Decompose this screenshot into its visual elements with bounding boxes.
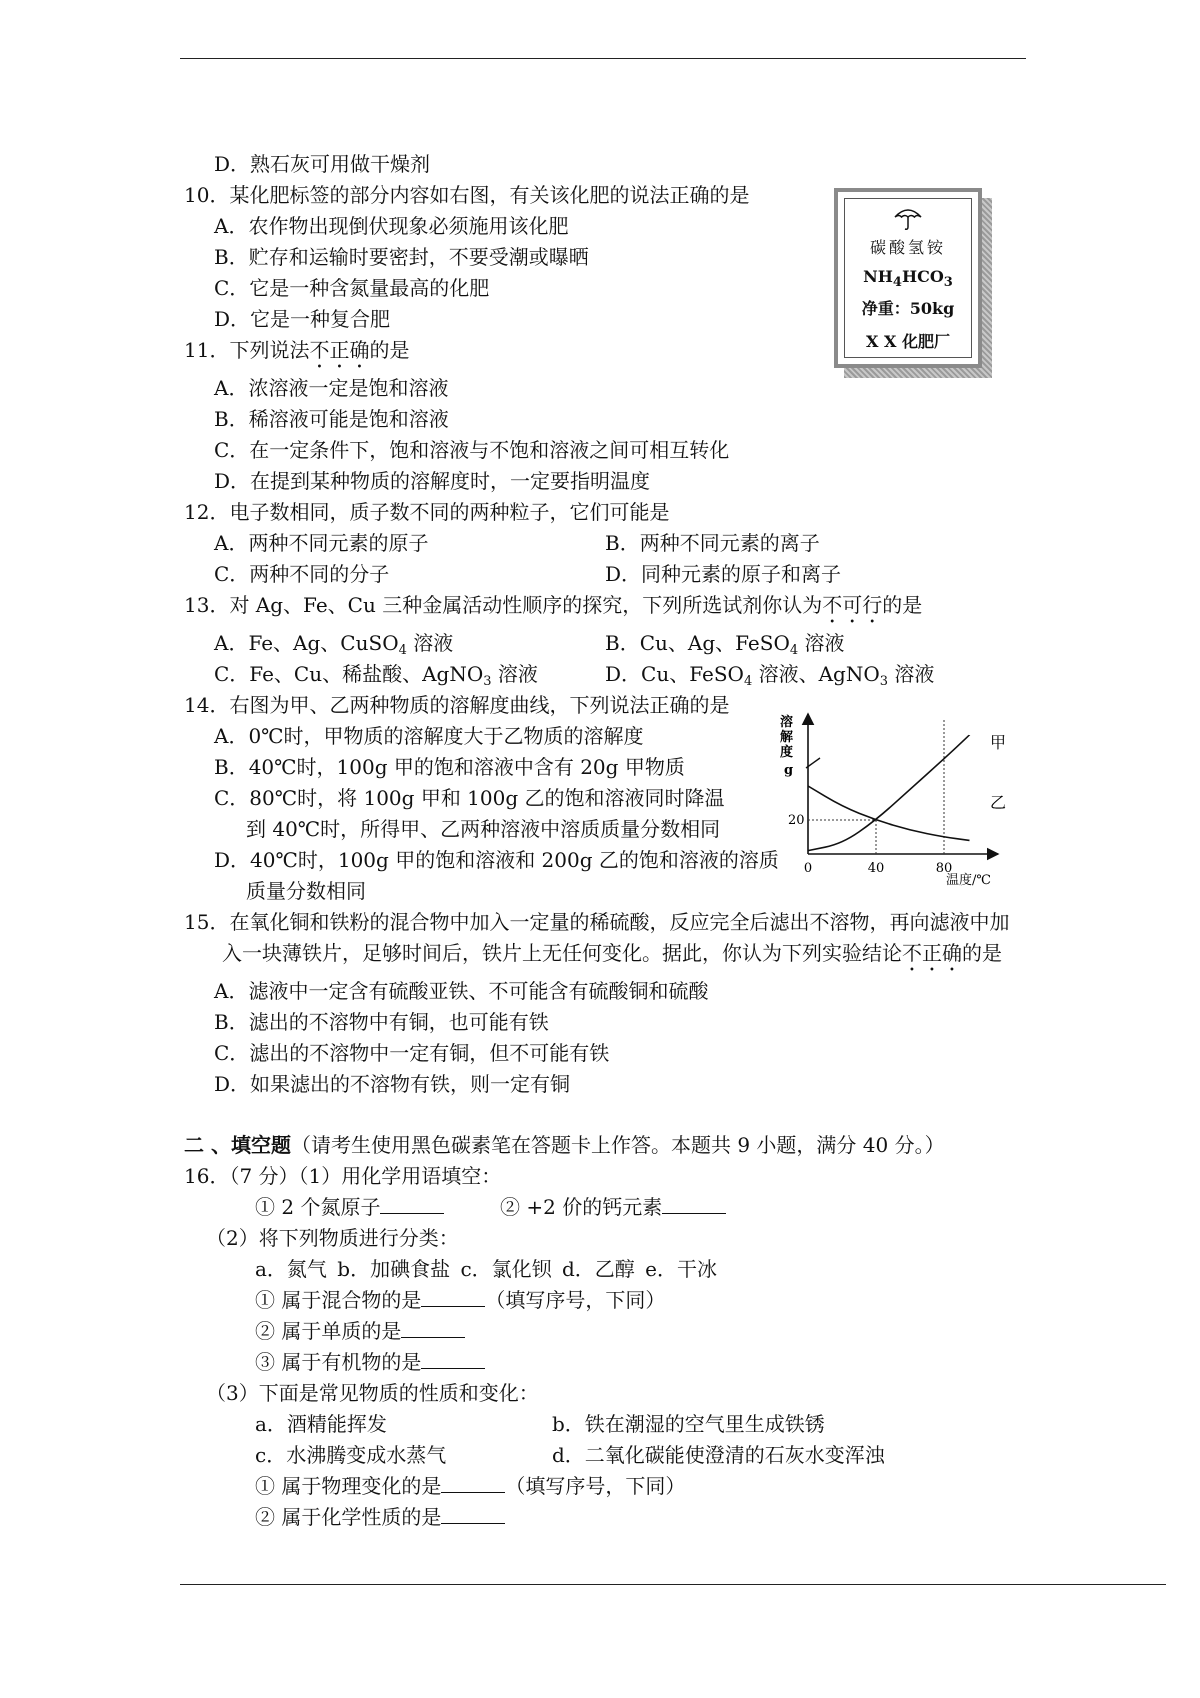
answer-blank[interactable] — [401, 1319, 465, 1338]
series-label: 乙 — [990, 793, 1007, 812]
q10-option-c: C．它是一种含氮量最高的化肥 — [214, 276, 490, 300]
answer-blank[interactable] — [441, 1505, 505, 1524]
q16-1-item-a: ① 2 个氮原子 — [255, 1193, 444, 1221]
series-curve-1 — [808, 786, 970, 840]
q13-option-d: D．Cu、FeSO$_4$ 溶液、AgNO$_3$ 溶液 — [605, 662, 935, 689]
q12-stem: 12．电子数相同，质子数不同的两种粒子，它们可能是 — [184, 500, 670, 524]
answer-blank[interactable] — [421, 1288, 485, 1307]
q11-option-d: D．在提到某种物质的溶解度时，一定要指明温度 — [214, 469, 651, 493]
y-tick-label: 20 — [788, 813, 805, 828]
q13-option-a: A．Fe、Ag、CuSO$_4$ 溶液 — [214, 631, 454, 658]
q10-option-b: B．贮存和运输时要密封，不要受潮或曝晒 — [214, 245, 589, 269]
label-net-weight: 净重：50kg — [861, 299, 955, 318]
q16-3-option-b: b．铁在潮湿的空气里生成铁锈 — [552, 1412, 825, 1436]
q11-option-c: C．在一定条件下，饱和溶液与不饱和溶液之间可相互转化 — [214, 438, 730, 462]
q11-emphasis: 不正确 — [309, 338, 370, 362]
y-axis-label-char: 溶 — [780, 715, 794, 730]
q14-option-d-line1: D．40℃时，100g 甲的饱和溶液和 200g 乙的饱和溶液的溶质 — [214, 848, 779, 872]
q16-2-item-3: ③ 属于有机物的是 — [255, 1348, 485, 1376]
q16-stem: 16．（7 分）（1）用化学用语填空： — [184, 1164, 502, 1188]
q11-option-a: A．浓溶液一定是饱和溶液 — [214, 376, 449, 400]
q14-option-c-line2: 到 40℃时，所得甲、乙两种溶液中溶质质量分数相同 — [246, 817, 721, 841]
x-tick-label: 0 — [803, 861, 813, 876]
q14-option-b: B．40℃时，100g 甲的饱和溶液中含有 20g 甲物质 — [214, 755, 685, 779]
q16-3-option-c: c．水沸腾变成水蒸气 — [255, 1443, 447, 1467]
label-inner-border — [844, 198, 972, 358]
answer-blank[interactable] — [421, 1350, 485, 1369]
q10-option-a: A．农作物出现倒伏现象必须施用该化肥 — [214, 214, 569, 238]
section2-heading: 二 、填空题（请考生使用黑色碳素笔在答题卡上作答。本题共 9 小题，满分 40 分。） — [184, 1133, 945, 1157]
q16-3-stem: （3）下面是常见物质的性质和变化： — [206, 1381, 539, 1405]
q16-2-stem: （2）将下列物质进行分类： — [206, 1226, 459, 1250]
label-formula: $NH_4HCO_3$ — [863, 267, 953, 290]
q15-option-b: B．滤出的不溶物中有铜，也可能有铁 — [214, 1010, 549, 1034]
y-axis-label-char: 度 — [780, 745, 794, 760]
q11-option-b: B．稀溶液可能是饱和溶液 — [214, 407, 449, 431]
q16-3-item-2: ② 属于化学性质的是 — [255, 1503, 505, 1531]
q13-emphasis: 不可行 — [822, 593, 883, 617]
q16-2-item-1: ① 属于混合物的是 （填写序号，下同） — [255, 1288, 666, 1312]
x-tick-label: 40 — [867, 861, 885, 876]
q14-option-a: A．0℃时，甲物质的溶解度大于乙物质的溶解度 — [214, 724, 644, 748]
q16-2-item-2: ② 属于单质的是 — [255, 1317, 465, 1345]
q12-option-a: A．两种不同元素的原子 — [214, 531, 429, 555]
q14-stem: 14．右图为甲、乙两种物质的溶解度曲线，下列说法正确的是 — [184, 693, 730, 717]
y-axis-label-char: 解 — [780, 730, 794, 745]
q15-option-d: D．如果滤出的不溶物有铁，则一定有铜 — [214, 1072, 571, 1096]
fertilizer-label — [834, 188, 982, 368]
q10-stem: 10．某化肥标签的部分内容如右图，有关该化肥的说法正确的是 — [184, 183, 750, 207]
q15-emphasis: 不正确 — [902, 941, 962, 965]
answer-blank[interactable] — [441, 1474, 505, 1493]
q13-option-b: B．Cu、Ag、FeSO$_4$ 溶液 — [605, 631, 845, 658]
y-axis-unit: g — [784, 763, 794, 778]
q12-option-d: D．同种元素的原子和离子 — [605, 562, 842, 586]
bottom-rule — [180, 1584, 1166, 1585]
q16-2-options: a．氮气 b．加碘食盐 c．氯化钡 d．乙醇 e．干冰 — [255, 1257, 717, 1281]
q16-1-item-b: ② +2 价的钙元素 — [500, 1193, 726, 1221]
umbrella-icon — [893, 205, 923, 231]
series-curve-0 — [808, 735, 970, 851]
x-axis-label: 温度/℃ — [946, 873, 991, 888]
q14-option-c-line1: C．80℃时，将 100g 甲和 100g 乙的饱和溶液同时降温 — [214, 786, 725, 810]
label-manufacturer: X X 化肥厂 — [866, 332, 950, 351]
q16-3-item-1: ① 属于物理变化的是 （填写序号，下同） — [255, 1474, 686, 1498]
q13-option-c: C．Fe、Cu、稀盐酸、AgNO$_3$ 溶液 — [214, 662, 538, 689]
answer-blank[interactable] — [380, 1195, 444, 1214]
q15-option-a: A．滤液中一定含有硫酸亚铁、不可能含有硫酸铜和硫酸 — [214, 979, 709, 1003]
q12-option-c: C．两种不同的分子 — [214, 562, 390, 586]
top-rule — [180, 58, 1026, 59]
q16-3-option-a: a．酒精能挥发 — [255, 1412, 387, 1436]
q15-stem-line2: 入一块薄铁片，足够时间后，铁片上无任何变化。据此，你认为下列实验结论不正确的是 — [222, 941, 1002, 965]
q13-stem: 13．对 Ag、Fe、Cu 三种金属活动性顺序的探究，下列所选试剂你认为不可行的是 — [184, 593, 923, 617]
answer-blank[interactable] — [662, 1195, 726, 1214]
q12-option-b: B．两种不同元素的离子 — [605, 531, 820, 555]
series-label: 甲 — [990, 733, 1007, 752]
q15-option-c: C．滤出的不溶物中一定有铜，但不可能有铁 — [214, 1041, 610, 1065]
x-tick-label: 80 — [935, 861, 953, 876]
q11-stem: 11．下列说法不正确的是 — [184, 338, 410, 362]
solubility-chart — [780, 708, 1026, 898]
q15-stem-line1: 15．在氧化铜和铁粉的混合物中加入一定量的稀硫酸，反应完全后滤出不溶物，再向滤液中加 — [184, 910, 1010, 934]
label-frame — [834, 188, 982, 368]
q14-option-d-line2: 质量分数相同 — [246, 879, 366, 903]
q10-option-d: D．它是一种复合肥 — [214, 307, 391, 331]
q16-3-option-d: d．二氧化碳能使澄清的石灰水变浑浊 — [552, 1443, 885, 1467]
label-product-name: 碳酸氢铵 — [869, 238, 946, 257]
q9-option-d: D．熟石灰可用做干燥剂 — [214, 152, 431, 176]
